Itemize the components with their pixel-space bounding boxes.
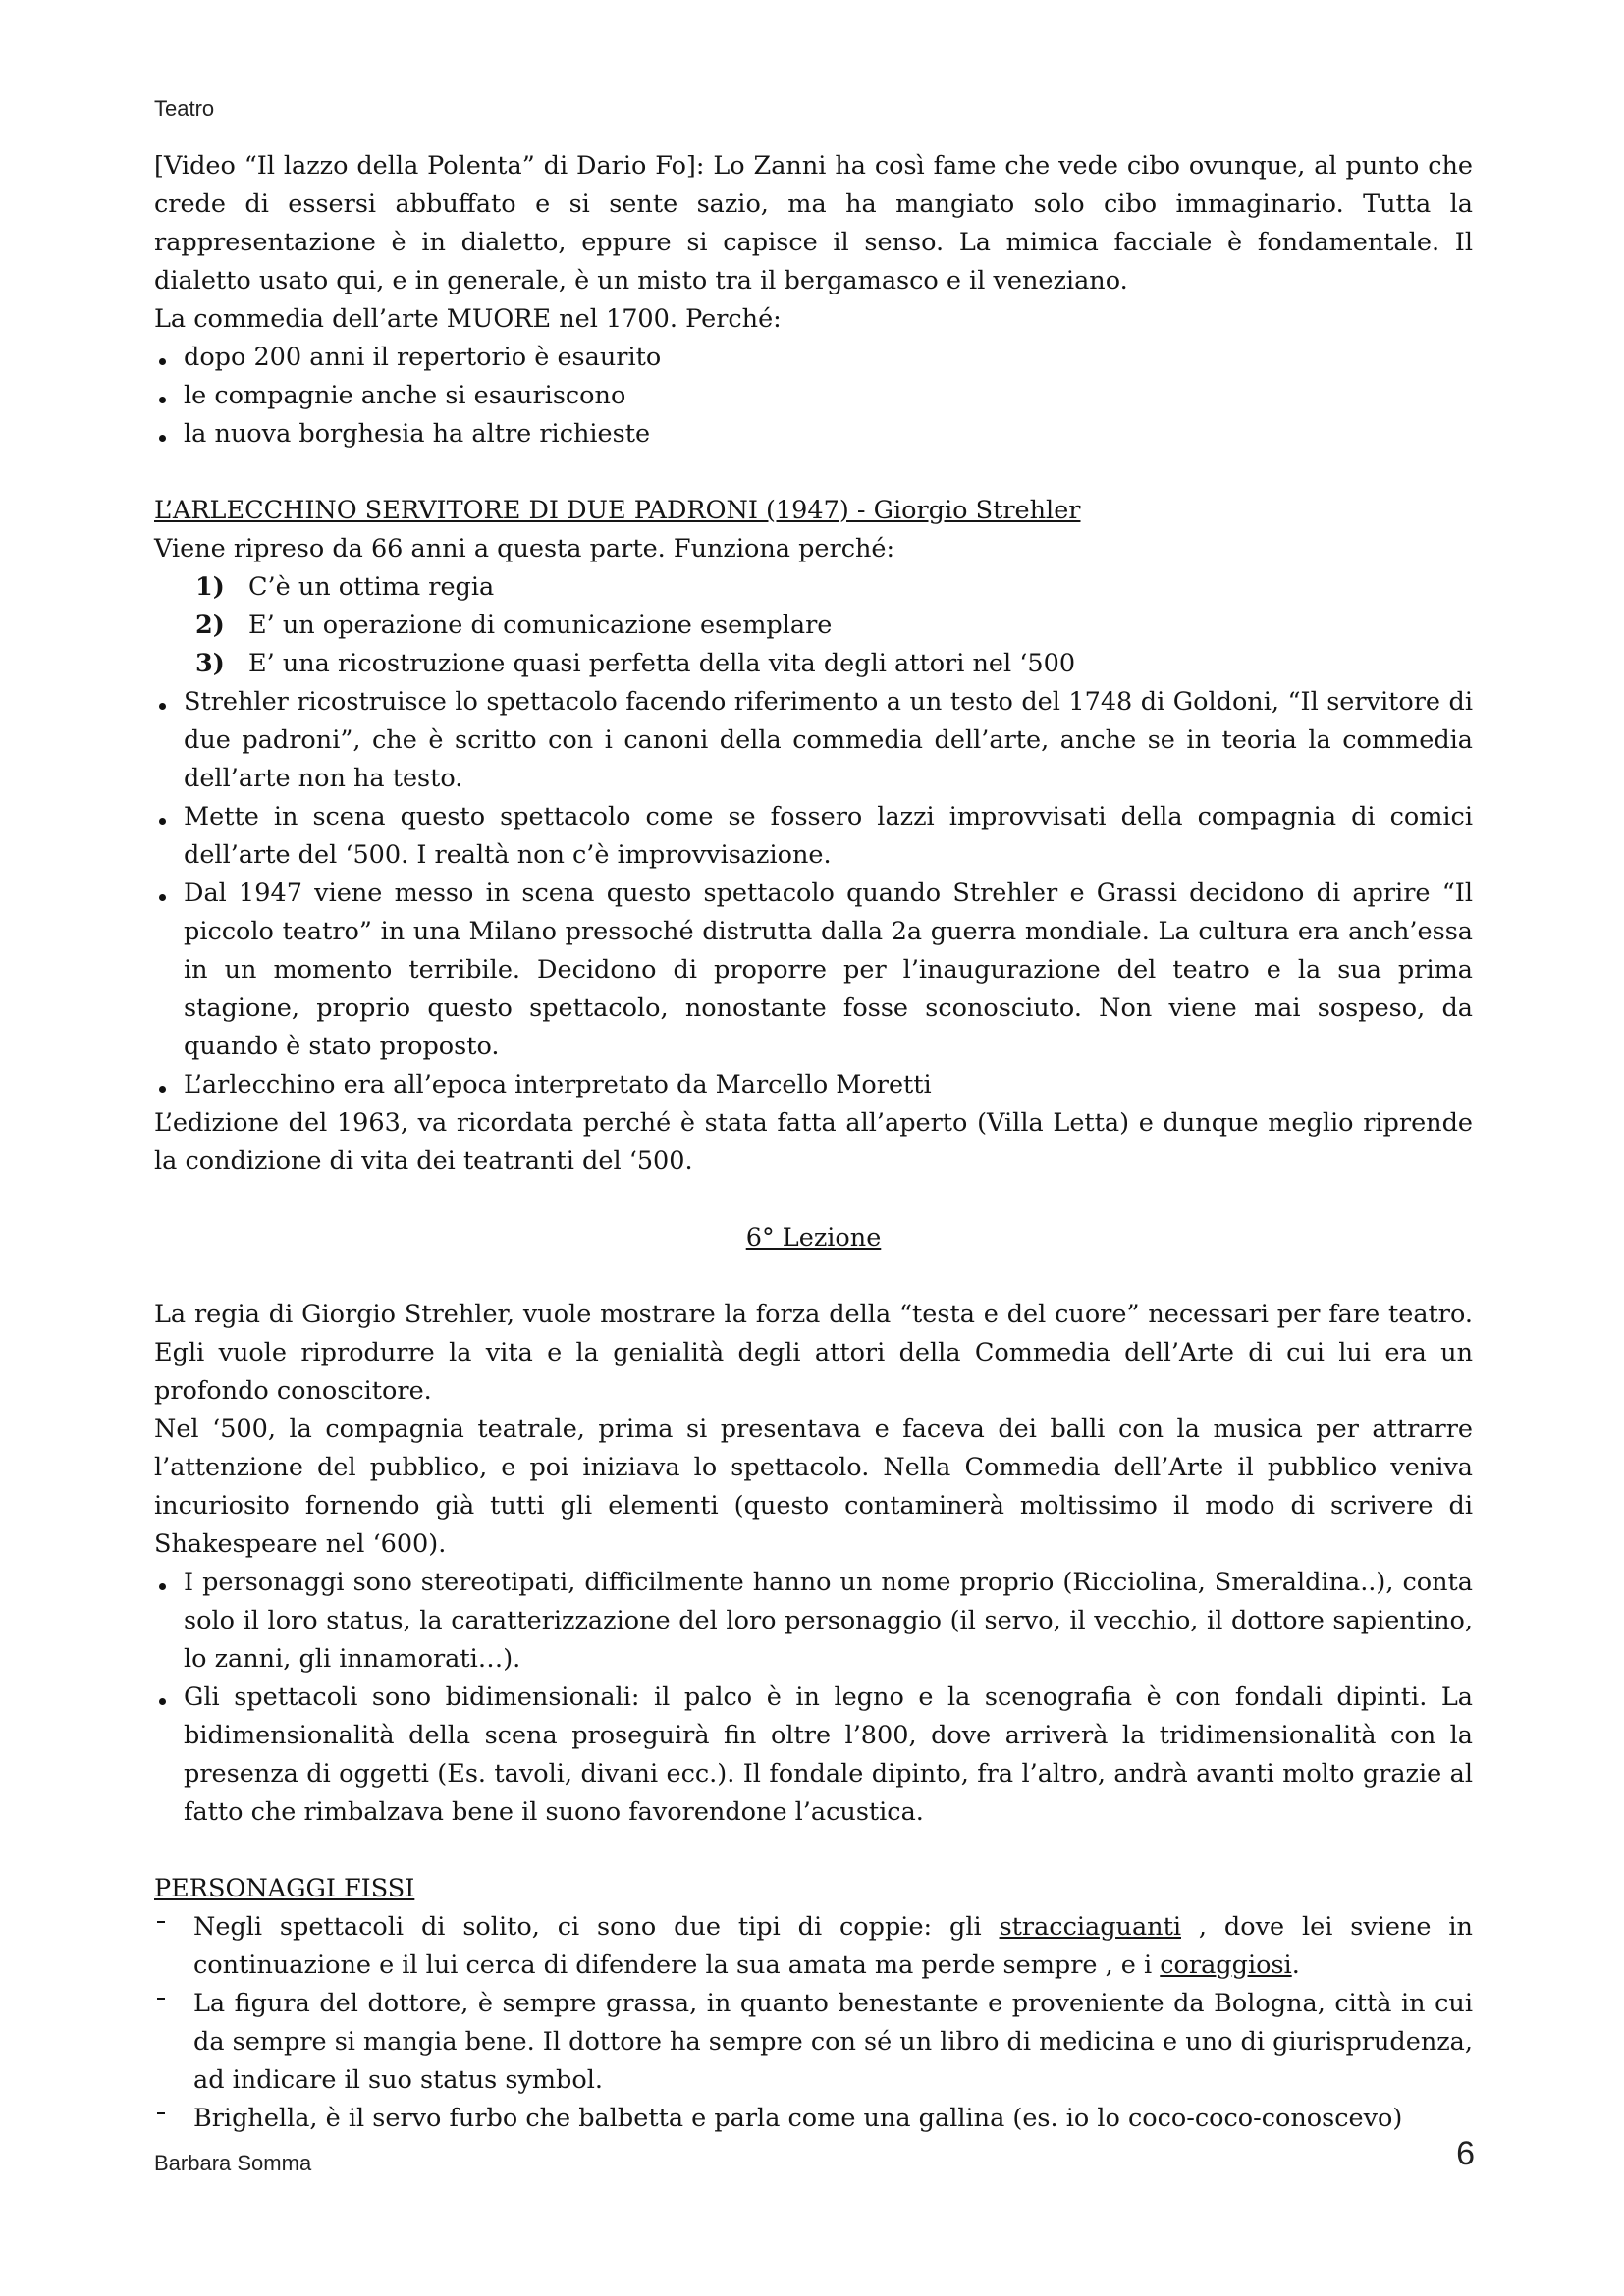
list-text: , dove lei sviene in continuazione e il lui cerca di difendere la sua amata ma perde sempre , e i bbox=[193, 1912, 1473, 1980]
term-coraggiosi: coraggiosi bbox=[1160, 1950, 1292, 1980]
footer-author: Barbara Somma bbox=[154, 2151, 312, 2175]
list-number: 2) bbox=[195, 611, 225, 640]
personaggi-heading-text: PERSONAGGI FISSI bbox=[154, 1874, 415, 1903]
list-item: la nuova borghesia ha altre richieste bbox=[154, 415, 1473, 454]
list-item bbox=[154, 1908, 1473, 1985]
death-line: La commedia dell’arte MUORE nel 1700. Perché: bbox=[154, 304, 782, 334]
page-number: 6 bbox=[1456, 2135, 1475, 2172]
list-item: Gli spettacoli sono bidimensionali: il palco è in legno e la scenografia è con fondali dipinti. La bidimensionalità della scena proseguirà fin oltre l’800, dove arriverà la tridimensionalità con la presenza di oggetti (Es. tavoli, divani ecc.). Il fondale dipinto, fra l’altro, andrà avanti molto grazie al fatto che rimbalzava bene il suono favorendone l’acustica. bbox=[154, 1679, 1473, 1832]
list-item: le compagnie anche si esauriscono bbox=[154, 377, 1473, 415]
lesson-bullets bbox=[154, 1564, 1473, 1832]
edition-paragraph: L’edizione del 1963, va ricordata perché è stata fatta all’aperto (Villa Letta) e dunque meglio riprende la condizione di vita dei teatranti del ‘500. bbox=[154, 1108, 1473, 1176]
list-item: Brighella, è il servo furbo che balbetta e parla come una gallina (es. io lo coco-coco-conoscevo) bbox=[154, 2100, 1473, 2138]
arlecchino-intro: Viene ripreso da 66 anni a questa parte. Funziona perché: bbox=[154, 534, 895, 563]
lesson-paragraph-1: La regia di Giorgio Strehler, vuole mostrare la forza della “testa e del cuore” necessari per fare teatro. Egli vuole riprodurre la vita e la genialità degli attori della Commedia dell’Arte di cui lui era un profondo conoscitore. bbox=[154, 1300, 1473, 1406]
personaggi-heading bbox=[154, 1870, 1473, 1908]
list-text: Negli spettacoli di solito, ci sono due tipi di coppie: gli bbox=[193, 1912, 1000, 1942]
list-text: E’ una ricostruzione quasi perfetta della vita degli attori nel ‘500 bbox=[248, 649, 1076, 678]
list-item bbox=[154, 568, 1473, 607]
spacer bbox=[154, 1257, 1473, 1296]
list-item: Mette in scena questo spettacolo come se fossero lazzi improvvisati della compagnia di comici dell’arte del ‘500. I realtà non c’è improvvisazione. bbox=[154, 798, 1473, 875]
lesson-title-text: 6° Lezione bbox=[745, 1223, 882, 1253]
arlecchino-heading-text: L’ARLECCHINO SERVITORE DI DUE PADRONI (1947) - Giorgio Strehler bbox=[154, 496, 1081, 525]
list-number: 3) bbox=[195, 649, 225, 678]
list-item: La figura del dottore, è sempre grassa, in quanto benestante e proveniente da Bologna, città in cui da sempre si mangia bene. Il dottore ha sempre con sé un libro di medicina e uno di giurisprudenza, ad indicare il suo status symbol. bbox=[154, 1985, 1473, 2100]
reasons-list bbox=[154, 339, 1473, 454]
personaggi-list bbox=[154, 1908, 1473, 2138]
lesson-paragraph-2: Nel ‘500, la compagnia teatrale, prima si presentava e faceva dei balli con la musica per attrarre l’attenzione del pubblico, e poi iniziava lo spettacolo. Nella Commedia dell’Arte il pubblico veniva incuriosito fornendo già tutti gli elementi (questo contaminerà moltissimo il modo di scrivere di Shakespeare nel ‘600). bbox=[154, 1415, 1473, 1559]
page-header: Teatro bbox=[154, 96, 215, 121]
arlecchino-heading bbox=[154, 492, 1473, 530]
list-number: 1) bbox=[195, 572, 225, 602]
numbered-list bbox=[154, 568, 1473, 683]
arlecchino-bullets bbox=[154, 683, 1473, 1104]
term-stracciaguanti: stracciaguanti bbox=[999, 1912, 1181, 1942]
video-paragraph: [Video “Il lazzo della Polenta” di Dario Fo]: Lo Zanni ha così fame che vede cibo ovunque, al punto che crede di essersi abbuffato e si sente sazio, ma ha mangiato solo cibo immaginario. Tutta la rappresentazione è in dialetto, eppure si capisce il senso. La mimica facciale è fondamentale. Il dialetto usato qui, e in generale, è un misto tra il bergamasco e il veneziano. bbox=[154, 151, 1473, 295]
list-item: I personaggi sono stereotipati, difficilmente hanno un nome proprio (Ricciolina, Smeraldina..), conta solo il loro status, la caratterizzazione del loro personaggio (il servo, il vecchio, il dottore sapientino, lo zanni, gli innamorati…). bbox=[154, 1564, 1473, 1679]
list-item: Strehler ricostruisce lo spettacolo facendo riferimento a un testo del 1748 di Goldoni, “Il servitore di due padroni”, che è scritto con i canoni della commedia dell’arte, anche se in teoria la commedia dell’arte non ha testo. bbox=[154, 683, 1473, 798]
list-item bbox=[154, 645, 1473, 683]
page-content bbox=[154, 147, 1473, 2138]
list-text: . bbox=[1291, 1950, 1300, 1980]
lesson-title bbox=[154, 1219, 1473, 1257]
list-item: L’arlecchino era all’epoca interpretato da Marcello Moretti bbox=[154, 1066, 1473, 1104]
list-text: E’ un operazione di comunicazione esemplare bbox=[248, 611, 833, 640]
list-text: C’è un ottima regia bbox=[248, 572, 495, 602]
list-item bbox=[154, 607, 1473, 645]
list-item: Dal 1947 viene messo in scena questo spettacolo quando Strehler e Grassi decidono di aprire “Il piccolo teatro” in una Milano pressoché distrutta dalla 2a guerra mondiale. La cultura era anch’essa in un momento terribile. Decidono di proporre per l’inaugurazione del teatro e la sua prima stagione, proprio questo spettacolo, nonostante fosse sconosciuto. Non viene mai sospeso, da quando è stato proposto. bbox=[154, 875, 1473, 1066]
list-item: dopo 200 anni il repertorio è esaurito bbox=[154, 339, 1473, 377]
